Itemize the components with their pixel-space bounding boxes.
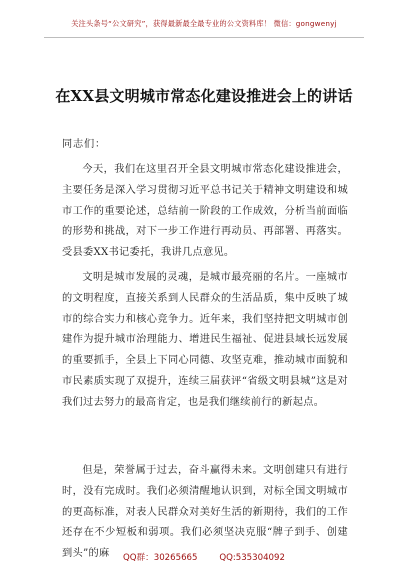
paragraph-2: 文明是城市发展的灵魂，是城市最亮丽的名片。一座城市的文明程度，直接关系到人民群众的生活品质，集中反映了城市的综合实力和核心竞争力。近年来，我们坚持把文明城市创建作为提升城市治理能力、增进民生福祉、促进县域长远发展的重要抓手，全县上下同心同德、攻坚克难，推动城市面貌和市民素质实现了双提升，连续三届获评“省级文明县城”这是对我们过去努力的最高肯定，也是我们继续前行的新起点。 [62, 272, 348, 408]
header-divider [44, 37, 364, 38]
paragraph-1: 今天，我们在这里召开全县文明城市常态化建设推进会，主要任务是深入学习贯彻习近平总书记关于精神文明建设和城市工作的重要论述，总结前一阶段的工作成效，分析当前面临的形势和挑战，对下一步工作进行再动员、再部署、再落实。受县委XX书记委托，我讲几点意见。 [62, 164, 348, 259]
salutation: 同志们： [62, 139, 106, 150]
document-title: 在XX县文明城市常态化建设推进会上的讲话 [55, 87, 353, 105]
paragraph-3: 但是，荣誉属于过去，奋斗赢得未来。文明创建只有进行时，没有完成时。我们必须清醒地认识到，对标全国文明城市的更高标准，对表人民群众对美好生活的新期待，我们的工作还存在不少短板和弱项。我们必须坚决克服“牌子到手、创建到头”的麻 [62, 465, 348, 560]
header-note: 关注头条号“公文研究”，获得最新最全最专业的公文资料库！ 微信：gongwenyj [71, 19, 337, 28]
footer-contact: QQ群：30265665 QQ:535304092 [123, 553, 285, 563]
